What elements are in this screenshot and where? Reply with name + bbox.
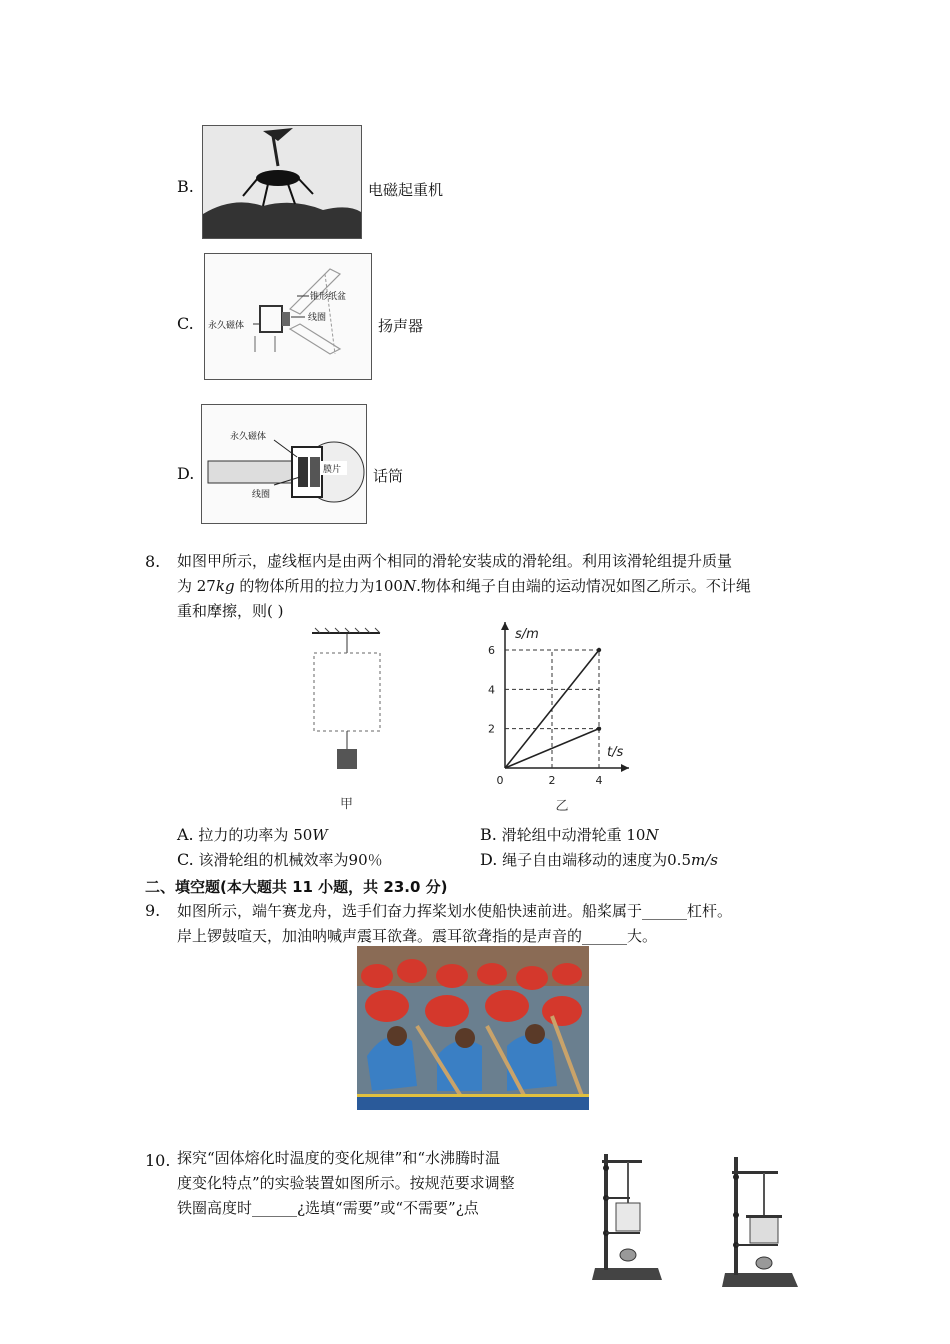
q8-line3: 重和摩擦，则( ) (177, 602, 284, 620)
q8-line2-c: .物体和绳子自由端的运动情况如图乙所示。不计绳 (416, 577, 751, 595)
q8-line2 (177, 574, 827, 599)
option-letter: A. (177, 825, 194, 844)
option-c-caption: 扬声器 (378, 317, 424, 335)
q8-unit-kg: kg (215, 577, 235, 595)
magnet-label: 永久磁体 (208, 321, 245, 331)
diaphragm-label: 膜片 (323, 465, 342, 475)
question-number: 9. (145, 901, 161, 920)
microphone-diagram (201, 404, 367, 524)
question-8-stem (177, 549, 827, 624)
weight-block (337, 749, 357, 769)
q9-line2: 岸上锣鼓喧天，加油呐喊声震耳欲聋。震耳欲聋指的是声音的______大。 (177, 927, 658, 945)
option-text: 绳子自由端移动的速度为0.5 (502, 851, 691, 869)
section-title: 二、填空题(本大题共 11 小题，共 23.0 分) (145, 878, 448, 896)
boiling-apparatus (720, 1155, 802, 1290)
q8-line1: 如图甲所示，虚线框内是由两个相同的滑轮安装成的滑轮组。利用该滑轮组提升质量 (177, 552, 733, 570)
dragon-boat-photo (357, 946, 589, 1110)
magnet-label: 永久磁体 (230, 432, 267, 442)
distance-time-chart (480, 620, 650, 820)
series-line (505, 729, 599, 768)
option-text: 滑轮组中动滑轮重 10 (501, 826, 646, 844)
series-end-point (597, 648, 601, 652)
q10-line1: 探究“固体熔化时温度的变化规律”和“水沸腾时温 (177, 1149, 501, 1167)
loudspeaker-diagram (204, 253, 372, 380)
option-letter: D. (480, 850, 498, 869)
x-tick-label: 0 (496, 774, 504, 787)
x-tick-label: 4 (595, 774, 603, 787)
option-text: 该滑轮组的机械效率为90％ (198, 851, 383, 869)
option-b[interactable] (480, 824, 659, 845)
q8-unit-n: N (402, 577, 417, 595)
y-tick-label: 2 (488, 722, 495, 736)
option-c[interactable] (177, 849, 383, 870)
cone-label: 锥形纸盆 (310, 292, 347, 302)
option-d-letter: D. (177, 464, 195, 483)
question-number: 10. (145, 1151, 171, 1170)
x-tick-label: 2 (548, 774, 556, 787)
series-end-point (597, 726, 601, 730)
option-b-letter: B. (177, 177, 194, 196)
melting-apparatus (590, 1148, 668, 1283)
q10-line2: 度变化特点”的实验装置如图所示。按规范要求调整 (177, 1174, 515, 1192)
y-tick-label: 6 (488, 644, 495, 657)
x-axis-label: t/s (607, 745, 624, 760)
coil-label: 线圈 (308, 313, 327, 323)
q8-line2-b: 的物体所用的拉力为100 (234, 577, 403, 595)
x-axis-arrow (621, 764, 629, 772)
figure-caption-jia: 甲 (340, 797, 354, 812)
option-letter: B. (480, 825, 497, 844)
option-text: 拉力的功率为 50 (198, 826, 313, 844)
option-letter: C. (177, 850, 194, 869)
question-10-stem (177, 1146, 577, 1221)
figure-caption-yi: 乙 (555, 799, 569, 814)
q10-line3: 铁圈高度时______¿选填“需要”或“不需要”¿点 (177, 1199, 479, 1217)
option-unit: m/s (690, 851, 718, 869)
coil-label: 线圈 (252, 490, 271, 500)
question-number: 8. (145, 552, 161, 571)
question-9-stem (177, 899, 827, 949)
option-d-caption: 话筒 (373, 467, 404, 485)
option-d[interactable] (480, 849, 718, 870)
q8-line2-a: 为 27 (177, 577, 216, 595)
option-unit: W (312, 826, 328, 844)
option-c-letter: C. (177, 314, 194, 333)
electromagnetic-crane-photo (202, 125, 362, 239)
q9-line1: 如图所示，端午赛龙舟，选手们奋力挥桨划水使船快速前进。船桨属于______杠杆。 (177, 902, 733, 920)
pulley-box (314, 653, 380, 731)
y-axis-label: s/m (515, 627, 539, 642)
option-unit: N (645, 826, 659, 844)
y-axis-arrow (501, 622, 509, 630)
y-tick-label: 4 (488, 683, 495, 697)
option-a[interactable] (177, 824, 328, 845)
option-b-caption: 电磁起重机 (368, 181, 444, 199)
pulley-figure (300, 625, 400, 815)
